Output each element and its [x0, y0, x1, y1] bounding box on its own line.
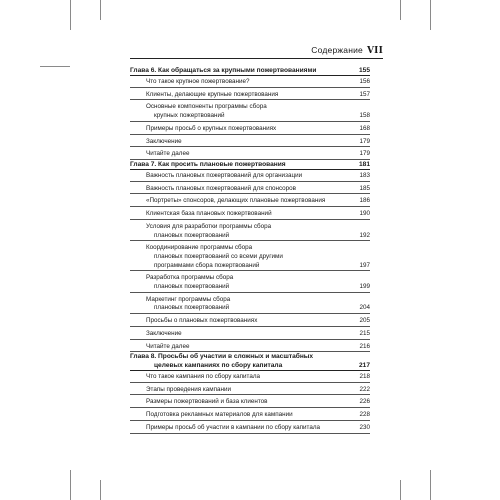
toc-entry: Заключение 179 [130, 138, 370, 148]
toc-entry: Размеры пожертвований и база клиентов 226 [130, 398, 370, 408]
page-number: VII [366, 46, 383, 56]
toc-entry: Клиенты, делающие крупные пожертвования 157 [130, 91, 370, 101]
crop-mark [100, 480, 101, 500]
toc-entry: Клиентская база плановых пожертвований 190 [130, 210, 370, 220]
toc-entry: Основные компоненты программы сбора крупных пожертвований 158 [130, 103, 370, 121]
header-rule [130, 58, 383, 59]
toc-entry: «Портреты» спонсоров, делающих плановые пожертвования 186 [130, 197, 370, 207]
toc-entry: Важность плановых пожертвований для спонсоров 185 [130, 185, 370, 195]
toc-entry: Условия для разработки программы сбора плановых пожертвований 192 [130, 223, 370, 241]
toc-entry: Что такое кампания по сбору капитала 218 [130, 373, 370, 383]
crop-mark [430, 470, 431, 500]
toc-entry: Подготовка рекламных материалов для кампании 228 [130, 411, 370, 421]
toc-entry: Маркетинг программы сбора плановых пожертвований 204 [130, 296, 370, 314]
running-header [311, 45, 383, 56]
toc-entry: Читайте далее 216 [130, 343, 370, 353]
crop-mark [400, 0, 401, 20]
crop-mark [70, 470, 71, 500]
crop-mark [100, 0, 101, 20]
toc-entry: Примеры просьб о крупных пожертвованиях 168 [130, 125, 370, 135]
crop-mark [40, 66, 70, 67]
crop-mark [70, 0, 71, 30]
toc-chapter-7 [130, 160, 370, 352]
chapter-heading: Глава 8. Просьбы об участии в сложных и масштабных целевых кампаниях по сбору капитала 217 [130, 353, 370, 369]
toc-entry: Читайте далее 179 [130, 150, 370, 160]
toc-chapter-8 [130, 352, 370, 434]
chapter-heading: Глава 6. Как обращаться за крупными пожертвованиями 155 [130, 67, 370, 74]
crop-mark [430, 0, 431, 30]
toc-entry: Координирование программы сбора плановых пожертвований со всеми другими программами сбора пожертвований 197 [130, 244, 370, 271]
toc-entry: Важность плановых пожертвований для организации 183 [130, 172, 370, 182]
toc-chapter-6 [130, 66, 370, 160]
chapter-heading: Глава 7. Как просить плановые пожертвования 181 [130, 161, 370, 168]
crop-mark [400, 480, 401, 500]
toc-entry: Примеры просьб об участии в кампании по сбору капитала 230 [130, 424, 370, 434]
section-title: Содержание [311, 45, 363, 55]
toc-entry: Заключение 215 [130, 330, 370, 340]
toc-entry: Просьбы о плановых пожертвованиях 205 [130, 317, 370, 327]
toc-entry: Что такое крупное пожертвование? 156 [130, 78, 370, 88]
toc-entry: Этапы проведения кампании 222 [130, 386, 370, 396]
toc-entry: Разработка программы сбора плановых пожертвований 199 [130, 274, 370, 292]
